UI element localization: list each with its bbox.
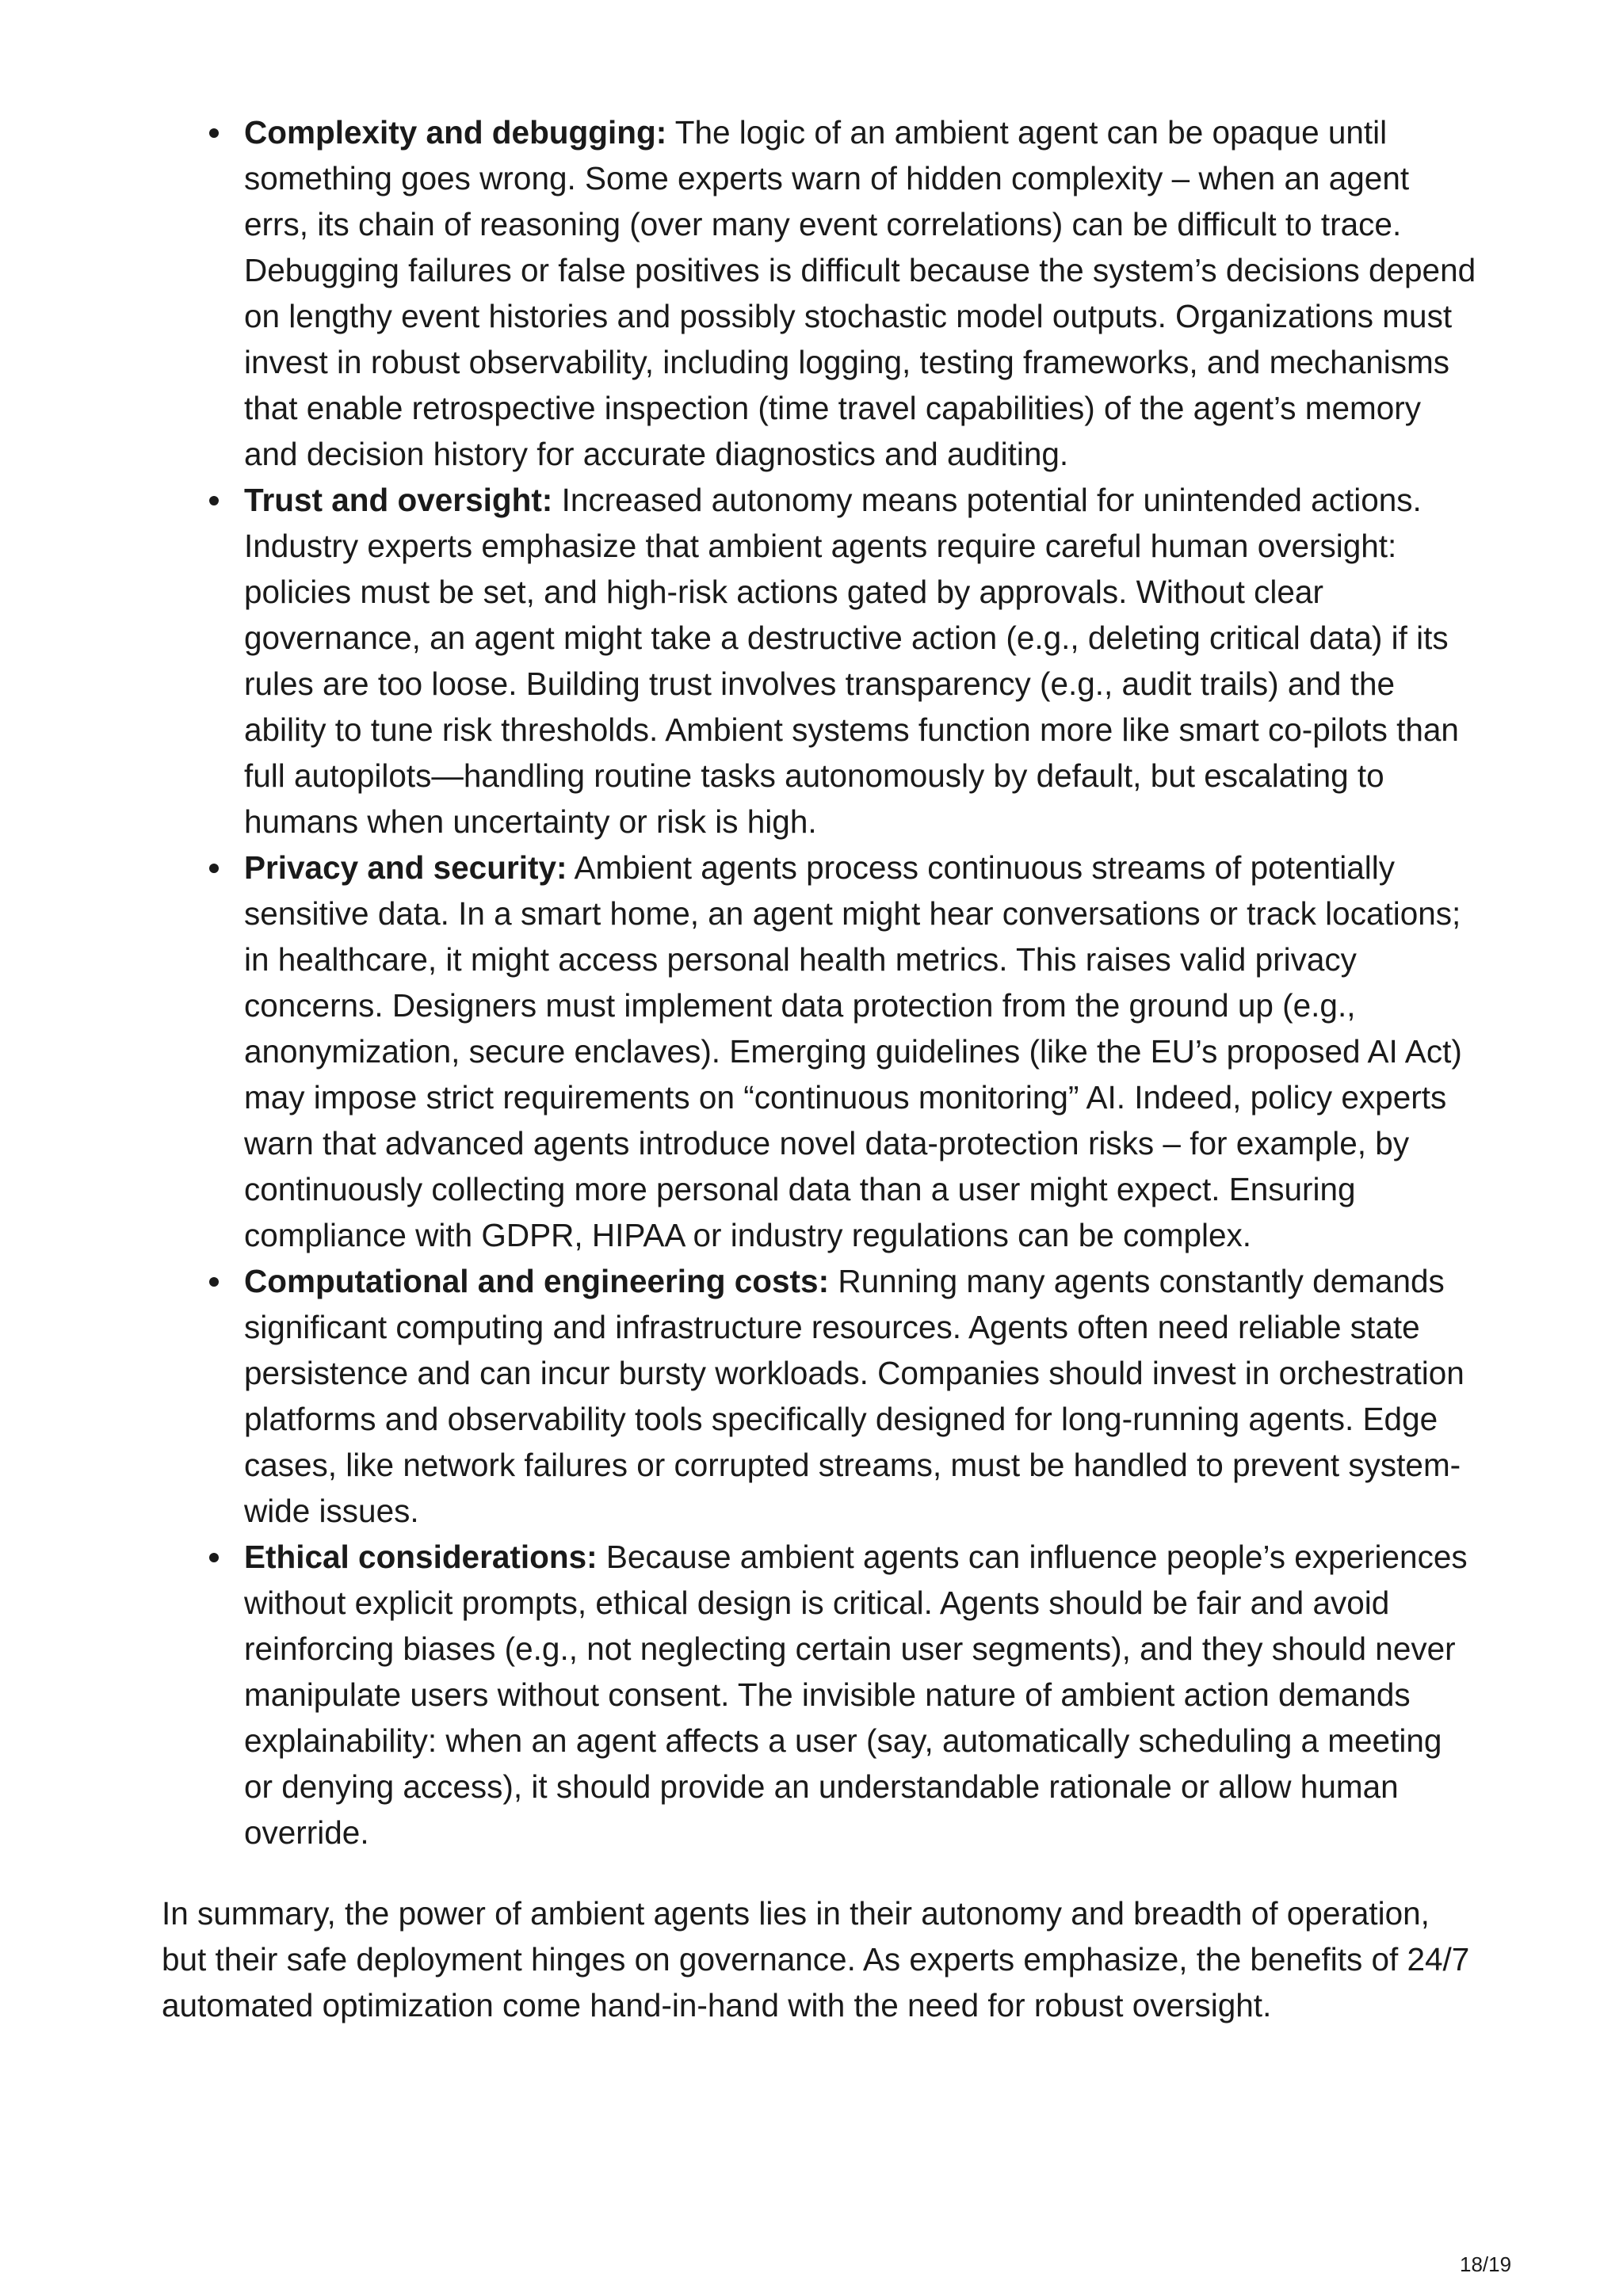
list-item-lead: Complexity and debugging: [244, 114, 667, 151]
bullet-icon [209, 864, 219, 873]
summary-paragraph: In summary, the power of ambient agents lies in their autonomy and breadth of operation, but their safe deployment hinges on governance. As experts emphasize, the benefits of 24/7 automated optimization come hand-in-hand with the need for robust oversight. [162, 1895, 1470, 2023]
document-body [162, 109, 1477, 2028]
list-item-text: Because ambient agents can influence people’s experiences without explicit prompts, ethical design is critical. Agents should be fair and avoid reinforcing biases (e.g., not neglecting certain user segments), and they should never manipulate users without consent. The invisible nature of ambient action demands explainability: when an agent affects a user (say, automatically scheduling a meeting or denying access), it should provide an understandable rationale or allow human override. [244, 1539, 1468, 1851]
challenges-list [162, 109, 1477, 1855]
list-item-lead: Trust and oversight: [244, 482, 553, 518]
list-item-lead: Computational and engineering costs: [244, 1263, 830, 1299]
list-item-text: Running many agents constantly demands significant computing and infrastructure resources. Agents often need reliable state persistence and can incur bursty workloads. Companies should invest in orchestration platforms and observability tools specifically designed for long-running agents. Edge cases, like network failures or corrupted streams, must be handled to prevent system-wide issues. [244, 1263, 1465, 1529]
list-item-lead: Ethical considerations: [244, 1539, 598, 1575]
bullet-icon [209, 1553, 219, 1562]
list-item-privacy [162, 845, 1477, 1258]
list-item-ethics [162, 1534, 1477, 1855]
list-item-text: Increased autonomy means potential for unintended actions. Industry experts emphasize that ambient agents require careful human oversight: policies must be set, and high-risk actions gated by approvals. Without clear governance, an agent might take a destructive action (e.g., deleting critical data) if its rules are too loose. Building trust involves transparency (e.g., audit trails) and the ability to tune risk thresholds. Ambient systems function more like smart co-pilots than full autopilots—handling routine tasks autonomously by default, but escalating to humans when uncertainty or risk is high. [244, 482, 1459, 840]
list-item-complexity [162, 109, 1477, 477]
list-item-costs [162, 1258, 1477, 1534]
list-item-text: The logic of an ambient agent can be opaque until something goes wrong. Some experts warn of hidden complexity – when an agent errs, its chain of reasoning (over many event correlations) can be difficult to trace. Debugging failures or false positives is difficult because the system’s decisions depend on lengthy event histories and possibly stochastic model outputs. Organizations must invest in robust observability, including logging, testing frameworks, and mechanisms that enable retrospective inspection (time travel capabilities) of the agent’s memory and decision history for accurate diagnostics and auditing. [244, 114, 1476, 472]
list-item-text: Ambient agents process continuous streams of potentially sensitive data. In a smart home, an agent might hear conversations or track locations; in healthcare, it might access personal health metrics. This raises valid privacy concerns. Designers must implement data protection from the ground up (e.g., anonymization, secure enclaves). Emerging guidelines (like the EU’s proposed AI Act) may impose strict requirements on “continuous monitoring” AI. Indeed, policy experts warn that advanced agents introduce novel data-protection risks – for example, by continuously collecting more personal data than a user might expect. Ensuring compliance with GDPR, HIPAA or industry regulations can be complex. [244, 849, 1462, 1253]
bullet-icon [209, 1277, 219, 1287]
bullet-icon [209, 128, 219, 138]
bullet-icon [209, 496, 219, 505]
page-number: 18/19 [1460, 2252, 1512, 2276]
list-item-lead: Privacy and security: [244, 849, 567, 886]
list-item-trust [162, 477, 1477, 845]
